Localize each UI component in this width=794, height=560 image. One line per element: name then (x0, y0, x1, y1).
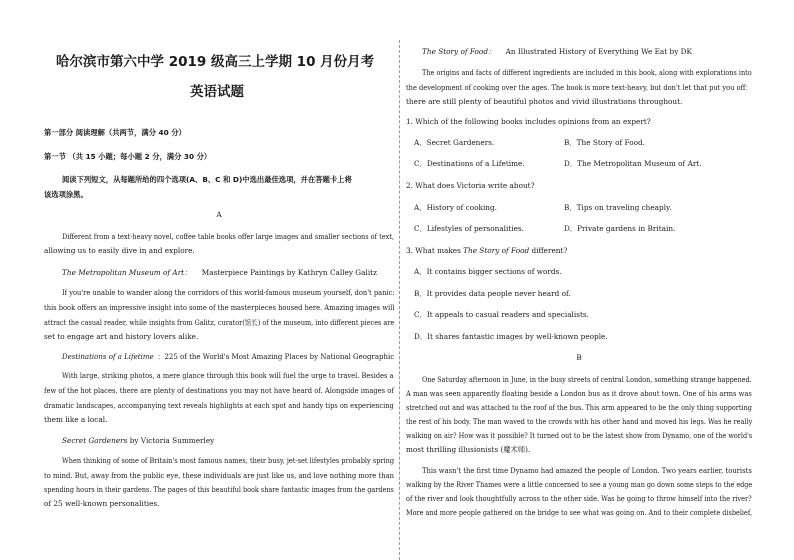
book1-line-2: this book offers an impressive insight into some of the masterpieces housed here. Amazing images will (44, 303, 395, 312)
passage-b-p2-line-3: of the river and look thoughtfully across to the other side. Was he going to throw himself into the river? (406, 494, 752, 503)
book1-line-4: set to engage art and history lovers alike. (44, 332, 199, 341)
passage-b-p1-line-3: stretched out and was attached to the roof of the bus. This arm appeared to be the only thing supporting (406, 403, 752, 412)
section-heading: 第一节 （共 15 小题；每小题 2 分，满分 30 分） (44, 152, 212, 161)
passage-b-label: B (576, 353, 582, 362)
question-3-option-b[interactable]: B．It provides data people never heard of. (414, 289, 571, 298)
passage-b-p1-line-5: walking on air? How was it possible? It turned out to be the latest show from Dynamo, one of the world's (406, 431, 753, 440)
exam-subtitle: 英语试题 (190, 84, 244, 100)
book1-subtitle: Masterpiece Paintings by Kathryn Calley Galitz (201, 268, 377, 277)
question-1-option-c[interactable]: C．Destinations of a Lifetime. (414, 159, 525, 168)
passage-b-p2-line-2: walking by the River Thames were a little concerned to see a young man go down some steps to the edge (406, 480, 753, 489)
question-2-option-a[interactable]: A．History of cooking. (414, 203, 497, 212)
book2-line-1: With large, striking photos, a mere glance through this book will fuel the urge to travel. Besides a (62, 371, 394, 380)
book3-line-3: spending hours in their gardens. The pages of this beautiful book share fantastic images from the gardens (44, 485, 394, 494)
book4-line-1: The origins and facts of different ingredients are included in this book, along with explorations into (422, 68, 752, 77)
book4-line-3: there are still plenty of beautiful photos and vivid illustrations throughout. (406, 97, 683, 106)
passage-b-p2-line-1: This wasn't the first time Dynamo had amazed the people of London. Two years earlier, tourists (422, 466, 752, 475)
question-2-option-d[interactable]: D．Private gardens in Britain. (564, 224, 676, 233)
book1-line-1: If you're unable to wander along the corridors of this world-famous museum yourself, don't panic: (62, 288, 395, 297)
question-3-stem: 3. What makes The Story of Food different? (406, 246, 568, 255)
question-3-option-c[interactable]: C．It appeals to casual readers and specialists. (414, 310, 589, 319)
part-heading: 第一部分 阅读理解（共两节，满分 40 分） (44, 128, 186, 137)
book2-line-3: dramatic landscapes, accompanying text reveals highlights at each spot and handy tips on experiencing (44, 401, 394, 410)
book1-heading (62, 268, 377, 277)
question-1-option-b[interactable]: B．The Story of Food. (564, 138, 645, 147)
book3-subtitle: by Victoria Summerley (127, 436, 215, 445)
question-1-stem: 1. Which of the following books includes opinions from an expert? (406, 117, 651, 126)
exam-title: 哈尔滨市第六中学 2019 级高三上学期 10 月份月考 (56, 54, 375, 70)
passage-b-p1-line-1: One Saturday afternoon in June, in the busy streets of central London, something strange happened. (422, 375, 752, 384)
passage-a-intro-2: allowing us to easily dive in and explore. (44, 246, 195, 255)
passage-b-p1-line-2: A man was seen apparently floating beside a London bus as it drove about town. One of his arms was (406, 389, 752, 398)
instruction-line-1: 阅读下列短文，从每题所给的四个选项(A、B、C 和 D)中选出最佳选项，并在答题卡上将 (62, 175, 352, 184)
book4-title: The Story of Food： (422, 47, 496, 56)
book4-subtitle: An Illustrated History of Everything We Eat by DK (505, 47, 692, 56)
book3-line-4: of 25 well-known personalities. (44, 499, 160, 508)
book4-heading (422, 47, 692, 56)
column-divider (399, 40, 400, 560)
passage-a-label: A (216, 210, 222, 219)
book3-line-1: When thinking of some of Britain's most famous names, their busy, jet-set lifestyles probably spring (62, 456, 395, 465)
passage-b-p1-line-4: the rest of his body. The man waved to the crowds with his other hand and moved his legs. Was he really (406, 417, 753, 426)
book2-heading (62, 352, 394, 361)
book1-title: The Metropolitan Museum of Art： (62, 268, 192, 277)
book1-line-3: attract the casual reader, while insights from Galitz, curator(馆长) of the museum, into different pieces are (44, 318, 395, 327)
question-2-stem: 2. What does Victoria write about? (406, 181, 535, 190)
passage-b-p2-line-4: More and more people gathered on the bridge to see what was going on. And to their complete disbelief, (406, 508, 753, 517)
question-2-option-c[interactable]: C．Lifestyles of personalities. (414, 224, 524, 233)
instruction-line-2: 该选项涂黑。 (44, 190, 88, 199)
question-3-option-d[interactable]: D．It shares fantastic images by well-known people. (414, 332, 608, 341)
book2-line-4: them like a local. (44, 415, 108, 424)
question-1-option-d[interactable]: D．The Metropolitan Museum of Art. (564, 159, 702, 168)
book3-title: Secret Gardeners (62, 436, 128, 445)
book4-line-2: the development of cooking over the ages. The book is more text-heavy, but don't let that put you off： (406, 83, 752, 92)
book3-line-2: to mind. But, away from the public eye, these individuals are just like us, and love nothing more than (44, 471, 394, 480)
question-1-option-a[interactable]: A．Secret Gardeners. (414, 138, 495, 147)
passage-b-p1-line-6: most thrilling illusionists (魔术师). (406, 445, 531, 454)
book3-heading (62, 436, 214, 445)
question-2-option-b[interactable]: B．Tips on traveling cheaply. (564, 203, 672, 212)
book2-line-2: few of the hot places, there are plenty of destinations you may not have heard of. Alongside images of (44, 386, 394, 395)
passage-a-intro-1: Different from a text-heavy novel, coffee table books offer large images and smaller sections of text, (62, 232, 394, 241)
question-3-option-a[interactable]: A．It contains bigger sections of words. (414, 267, 562, 276)
book2-subtitle: ：225 of the World's Most Amazing Places by National Geographic (157, 352, 395, 361)
book2-title: Destinations of a Lifetime (62, 352, 154, 361)
